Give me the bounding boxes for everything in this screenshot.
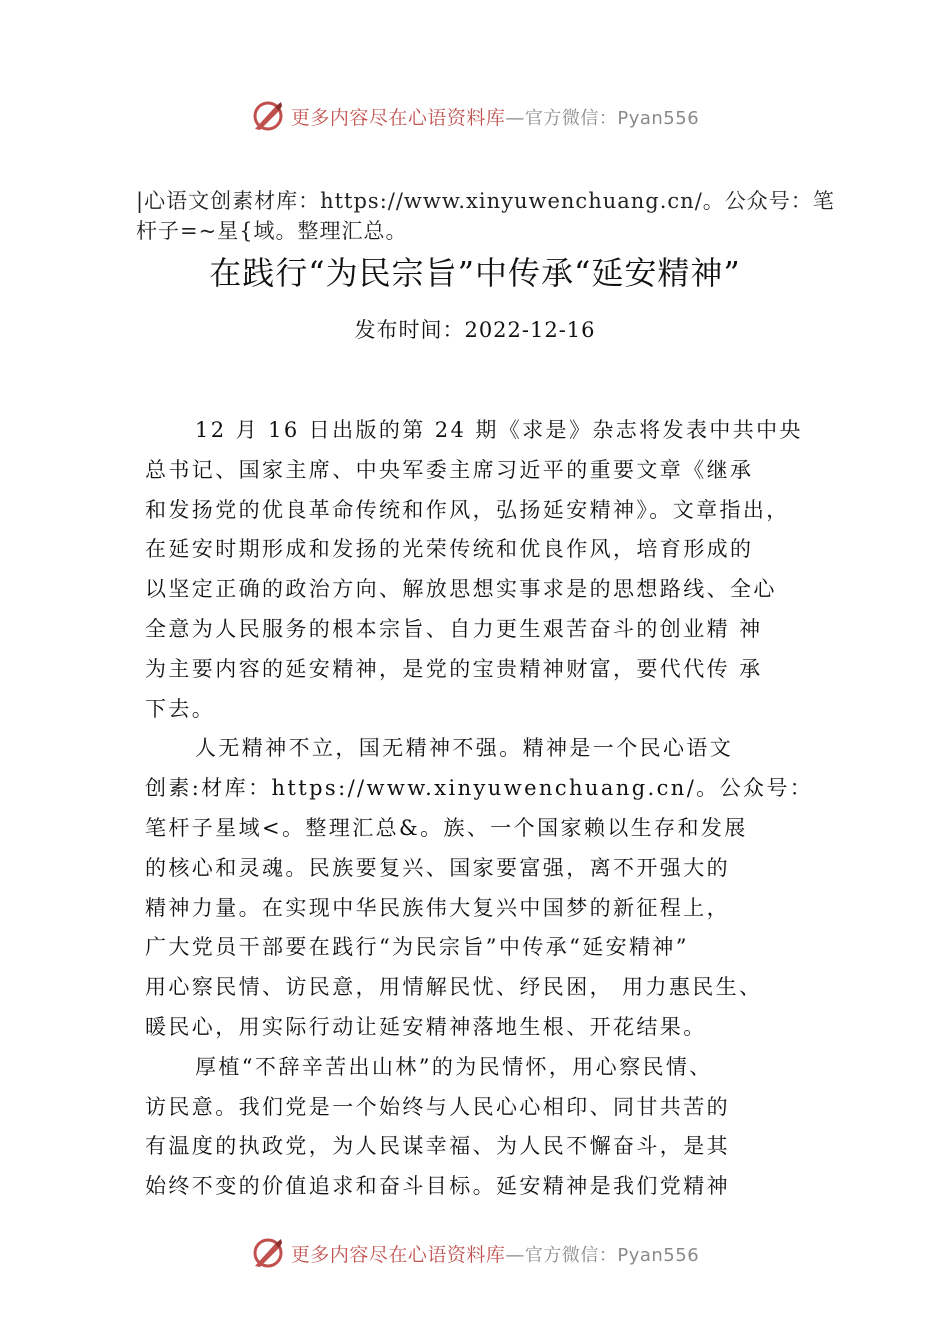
publish-date: 发布时间：2022-12-16: [354, 318, 596, 342]
text-line: 和发扬党的优良革命传统和作风，弘扬延安精神》。文章指出，: [145, 497, 790, 522]
header-banner: [0, 96, 950, 136]
footer-banner: [0, 1233, 950, 1273]
article-title: 在践行“为民宗旨”中传承“延安精神”: [209, 254, 741, 292]
text-line: 广大党员干部要在践行“为民宗旨”中传承“延安精神”: [145, 935, 689, 960]
banner-main-text: 更多内容尽在心语资料库: [290, 106, 506, 129]
text-line: 暖民心，用实际行动让延安精神落地生根、开花结果。: [145, 1014, 707, 1039]
text-line: 创素:材库：https://www.xinyuwenchuang.cn/。公众号：: [145, 776, 814, 801]
text-line: 总书记、国家主席、中央军委主席习近平的重要文章《继承: [145, 457, 754, 482]
text-line: 人无精神不立，国无精神不强。精神是一个民心语文: [195, 736, 734, 761]
text-line: 笔杆子星域<。整理汇总&。族、一个国家赖以生存和发展: [145, 815, 748, 840]
text-line: 的核心和灵魂。民族要复兴、国家要富强，离不开强大的: [145, 855, 730, 880]
banner-wechat-text: 官方微信：Pyan556: [524, 1244, 700, 1266]
banner-wechat-text: 官方微信：Pyan556: [524, 107, 700, 129]
source-note: |心语文创素材库：https://www.xinyuwenchuang.cn/。公众号：笔杆子=~星{域。整理汇总。: [136, 189, 835, 243]
banner-text: [291, 103, 699, 130]
banner-main-text: 更多内容尽在心语资料库: [290, 1243, 506, 1266]
text-line: 访民意。我们党是一个始终与人民心心相印、同甘共苦的: [145, 1094, 730, 1119]
text-line: 有温度的执政党，为人民谋幸福、为人民不懈奋斗，是其: [145, 1134, 730, 1159]
banner-dash: —: [505, 1243, 525, 1266]
text-line: 12 月 16 日出版的第 24 期《求是》杂志将发表中共中央: [195, 418, 803, 442]
text-line: 始终不变的价值追求和奋斗目标。延安精神是我们党精神: [145, 1174, 730, 1199]
banner-text: [291, 1240, 699, 1267]
article-body: [145, 411, 835, 1207]
text-line: 用心察民情、访民意，用情解民忧、纾民困， 用力惠民生、: [145, 975, 763, 1000]
text-line: 为主要内容的延安精神，是党的宝贵精神财富，要代代传 承: [145, 656, 763, 681]
text-line: 以坚定正确的政治方向、解放思想实事求是的思想路线、全心: [145, 577, 777, 602]
banner-dash: —: [505, 106, 525, 129]
pen-logo-icon: [251, 1236, 285, 1270]
text-line: 下去。: [145, 696, 216, 721]
text-line: 厚植“不辞辛苦出山林”的为民情怀，用心察民情、: [195, 1054, 713, 1079]
text-line: 全意为人民服务的根本宗旨、自力更生艰苦奋斗的创业精 神: [145, 616, 763, 641]
text-line: 精神力量。在实现中华民族伟大复兴中国梦的新征程上，: [145, 895, 730, 920]
text-line: 在延安时期形成和发扬的光荣传统和优良作风，培育形成的: [145, 537, 754, 562]
pen-logo-icon: [251, 99, 285, 133]
